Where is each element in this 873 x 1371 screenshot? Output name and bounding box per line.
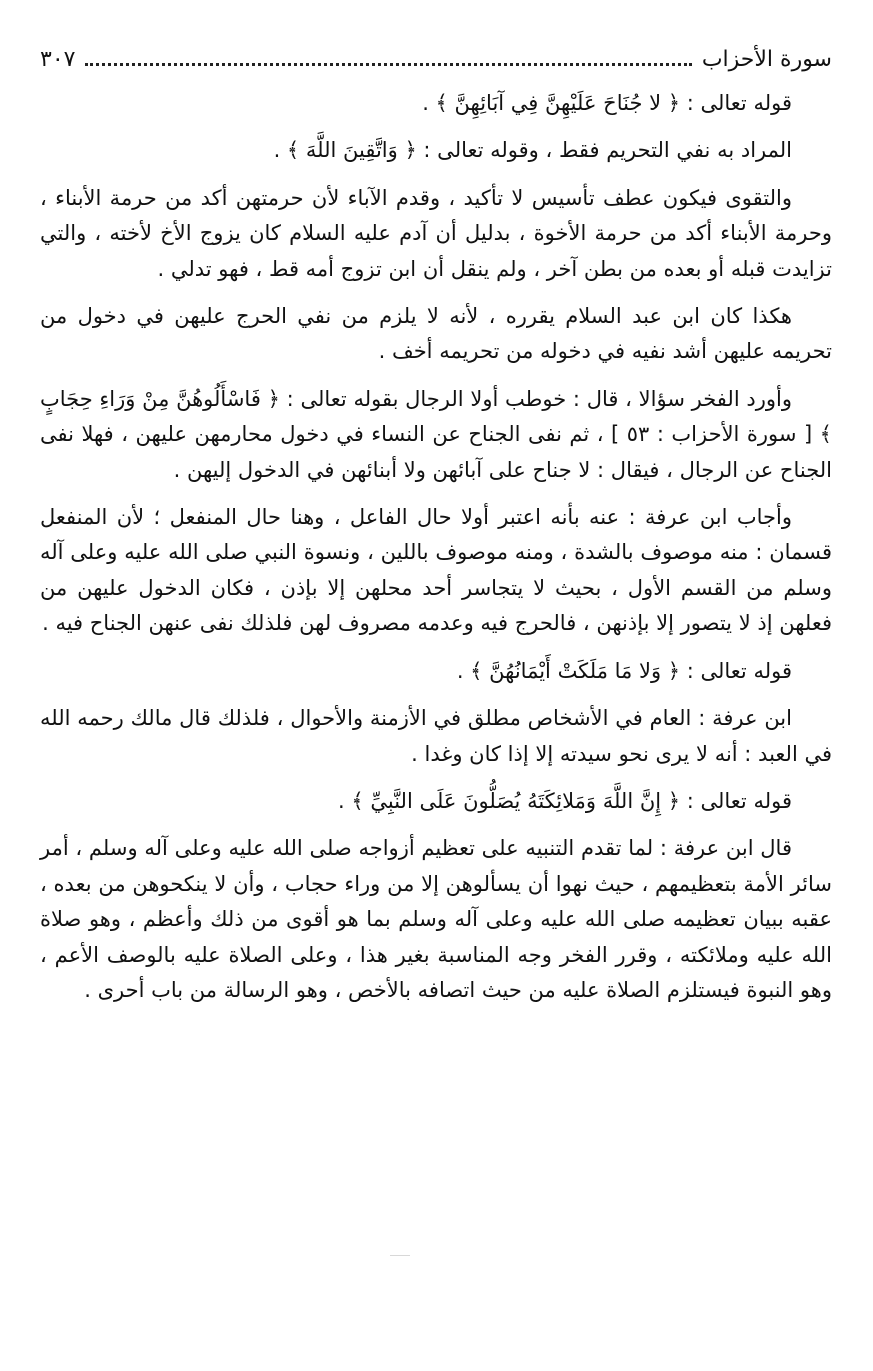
paragraph-fakhr-question: وأورد الفخر سؤالا ، قال : خوطب أولا الرجال بقوله تعالى : ﴿ فَاسْأَلُوهُنَّ مِنْ وَرَاءِ حِجَابٍ ﴾ [ سورة الأحزاب : ٥٣ ] ، ثم نفى الجناح عن النساء في دخول محارمهن عليهن ، فهلا نفى الجناح عن الرجال ، فيقال : لا جناح على آبائهن ولا أبنائهن في الدخول إليهن .: [40, 386, 832, 482]
dotted-leader: [85, 41, 691, 66]
surah-title: سورة الأحزاب: [701, 47, 832, 72]
paragraph-verse-no-sin-fathers: قوله تعالى : ﴿ لا جُنَاحَ عَلَيْهِنَّ فِي آبَائِهِنَّ ﴾ .: [422, 91, 792, 115]
paragraph-ibn-abd-al-salam: هكذا كان ابن عبد السلام يقرره ، لأنه لا يلزم من نفي الحرج عليهن في دخول من تحريمه عليهن أشد نفيه في دخوله من تحريمه أخف .: [40, 304, 832, 364]
running-header: [40, 40, 832, 80]
paragraph-honoring-the-prophet: قال ابن عرفة : لما تقدم التنبيه على تعظيم أزواجه صلى الله عليه وعلى آله وسلم ، أمر سائر الأمة بتعظيمهم ، حيث نهوا أن يسألوهن إلا من وراء حجاب ، وأن لا ينكحوهن من بعده ، عقبه ببيان تعظيمه صلى الله عليه وعلى آله وسلم بما هو أقوى من ذلك وأعظم ، وهو صلاة الله عليه وملائكته ، وقرر الفخر وجه المناسبة بغير هذا ، وعلى الصلاة عليه بالوصف الأعم ، وهو النبوة فيستلزم الصلاة عليه من حيث اتصافه بالأخص ، وهو الرسالة من باب أحرى .: [40, 836, 832, 1002]
paragraph-ibn-arafa-answer: وأجاب ابن عرفة : عنه بأنه اعتبر أولا حال الفاعل ، وهنا حال المنفعل ؛ لأن المنفعل قسمان : منه موصوف بالشدة ، ومنه موصوف باللين ، ونسوة النبي صلى الله عليه وعلى آله وسلم من القسم الأول ، بحيث لا يتجاسر أحد محلهن إلا بإذن ، فكان الدخول عليهن من فعلهن إذ لا يتصور إلا بإذنهن ، فالحرج فيه وعدمه مصروف لهن فلذلك نفى عنهن الجناح فيه .: [40, 505, 832, 636]
body-text: [40, 86, 832, 1008]
paragraph-verse-what-right-hands: قوله تعالى : ﴿ وَلا مَا مَلَكَتْ أَيْمَانُهُنَّ ﴾ .: [456, 658, 792, 683]
paragraph-taqwa-explanation: والتقوى فيكون عطف تأسيس لا تأكيد ، وقدم الآباء لأن حرمتهن أكد من حرمة الأبناء ، وحرمة الأبناء أكد من حرمة الأخوة ، بدليل أن آدم عليه السلام كان يزوج الأخ لأخته ، والتي تزايدت قبله أو بعده من بطن آخر ، ولم ينقل أن ابن تزوج أمه قط ، فهو تدلي .: [40, 185, 832, 281]
paragraph-general-in-persons: ابن عرفة : العام في الأشخاص مطلق في الأزمنة والأحوال ، فلذلك قال مالك رحمه الله في العبد : أنه لا يرى نحو سيدته إلا إذا كان وغدا .: [40, 706, 832, 766]
book-page: [40, 40, 832, 1340]
bottom-mark: [390, 1255, 410, 1256]
paragraph-verse-allah-and-angels: قوله تعالى : ﴿ إِنَّ اللَّهَ وَمَلائِكَتَهُ يُصَلُّونَ عَلَى النَّبِيِّ ﴾ .: [338, 788, 792, 813]
page-number: ٣٠٧: [40, 47, 76, 72]
paragraph-negation-of-prohibition: المراد به نفي التحريم فقط ، وقوله تعالى : ﴿ وَاتَّقِينَ اللَّهَ ﴾ .: [273, 138, 792, 163]
